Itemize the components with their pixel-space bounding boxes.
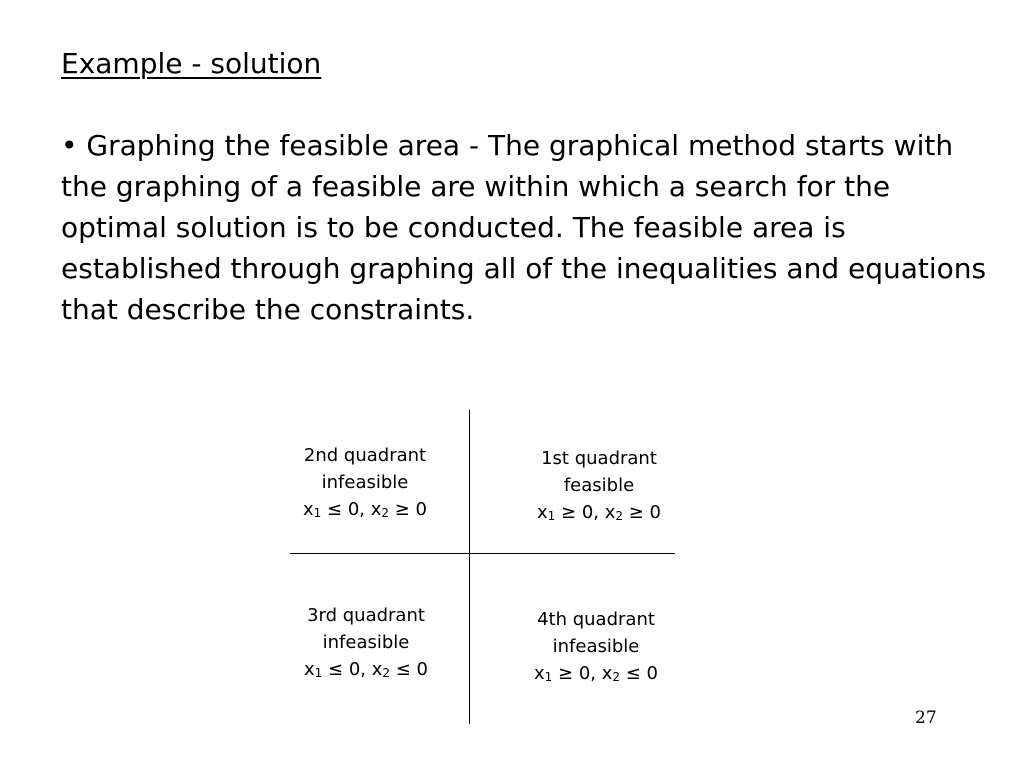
quadrant-3-label bbox=[266, 602, 466, 683]
quadrant-4-label bbox=[496, 606, 696, 687]
slide-body-text: • Graphing the feasible area - The graphical method starts with the graphing of a feasible are within which a search for the optimal solution is to be conducted. The feasible area is established through graphing all of the inequalities and equations that describe the constraints. bbox=[61, 129, 987, 326]
page-number: 27 bbox=[915, 708, 937, 728]
quadrant-condition: $x_1 \ge 0$, $x_2 \ge 0$ bbox=[537, 502, 661, 523]
quadrant-status: infeasible bbox=[321, 472, 409, 493]
vertical-axis bbox=[469, 410, 470, 724]
slide-title: Example - solution bbox=[61, 47, 322, 80]
quadrant-name: 3rd quadrant bbox=[307, 605, 425, 626]
quadrant-name: 1st quadrant bbox=[541, 448, 657, 469]
quadrant-name: 4th quadrant bbox=[537, 609, 655, 630]
quadrant-condition: $x_1 \le 0$, $x_2 \le 0$ bbox=[304, 659, 428, 680]
quadrant-name: 2nd quadrant bbox=[303, 445, 427, 466]
quadrant-status: infeasible bbox=[552, 636, 640, 657]
horizontal-axis bbox=[290, 553, 675, 554]
quadrant-1-label bbox=[499, 445, 699, 526]
quadrant-status: infeasible bbox=[322, 632, 410, 653]
quadrant-status: feasible bbox=[563, 475, 635, 496]
quadrant-condition: $x_1 \ge 0$, $x_2 \le 0$ bbox=[534, 663, 658, 684]
quadrant-2-label bbox=[265, 442, 465, 523]
quadrant-condition: $x_1 \le 0$, $x_2 \ge 0$ bbox=[303, 499, 427, 520]
